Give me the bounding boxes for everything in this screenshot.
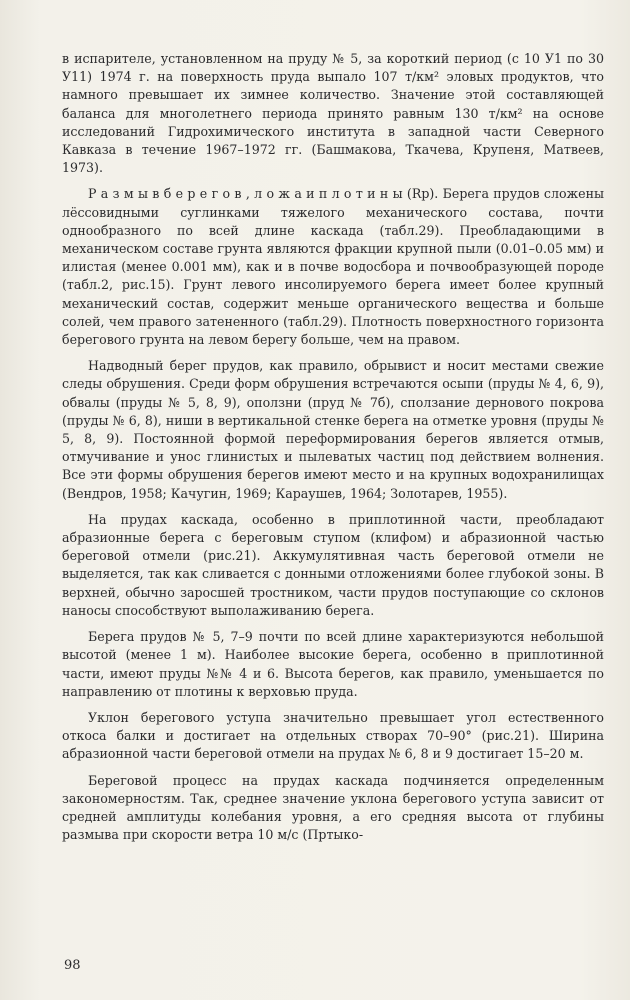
paragraph-ledge-slope: Уклон берегового уступа значительно превышает угол естественного откоса балки и достигает на отдельных створах 70–90° (рис.21). Ширина абразионной части береговой отмели на прудах № 6, 8 и 9 достигает 15–20 м. — [62, 709, 604, 762]
paragraph-bank-height: Берега прудов № 5, 7–9 почти по всей длине характеризуются небольшой высотой (менее 1 м). Наиболее высокие берега, особенно в приплотинной части, имеют пруды №№ 4 и 6. Высота берегов, как правило, уменьшается по направлению от плотины к верховью пруда. — [62, 629, 604, 699]
page-number: 98 — [64, 958, 81, 973]
body-text — [62, 50, 604, 852]
paragraph-collapse-forms: Надводный берег прудов, как правило, обрывист и носит местами свежие следы обрушения. Среди форм обрушения встречаются осыпи (пруды № 4, 6, 9), обвалы (пруды № 5, 8, 9), оползни (пруд № 7б), сползание дернового покрова (пруды № 6, 8), ниши в вертикальной стенке берега на отметке уровня (пруды № 5, 8, 9). Постоянной формой переформирования берегов является отмыв, отмучивание и унос глинистых и пылеватых частиц под действием волнения. Все эти формы обрушения берегов имеют место и на крупных водохранилищах (Вендров, 1958; Качугин, 1969; Караушев, 1964; Золотарев, 1955). — [62, 358, 604, 501]
paragraph-bank-erosion: Р а з м ы в б е р е г о в , л о ж а и п л о т и н ы (Rр). Берега прудов сложены лёссовидными суглинками тяжелого механического состава, почти однообразного по всей длине каскада (табл.29). Преобладающими в механическом составе грунта являются фракции крупной пыли (0.01–0.05 мм) и илистая (менее 0.001 мм), как и в почве водосбора и почвообразующей породе (табл.2, рис.15). Грунт левого инсолируемого берега имеет более крупный механический состав, содержит меньше органического вещества и больше солей, чем правого затененного (табл.29). Плотность поверхностного горизонта берегового грунта на левом берегу больше, чем на правом. — [62, 186, 604, 348]
paragraph-evaporator: в испарителе, установленном на пруду № 5, за короткий период (с 10 У1 по 30 У11) 1974 г. на поверхность пруда выпало 107 т/км² эловых продуктов, что намного превышает их зимнее количество. Значение этой составляющей баланса для многолетнего периода принято равным 130 т/км² на основе исследований Гидрохимического института в западной части Северного Кавказа в течение 1967–1972 гг. (Башмакова, Ткачева, Крупеня, Матвеев, 1973). — [62, 51, 604, 176]
paragraph-shore-process: Береговой процесс на прудах каскада подчиняется определенным закономерностям. Так, среднее значение уклона берегового уступа зависит от средней амплитуды колебания уровня, а его средняя высота от глубины размыва при скорости ветра 10 м/с (Пртыко- — [62, 772, 604, 843]
paragraph-abrasion-banks: На прудах каскада, особенно в приплотинной части, преобладают абразионные берега с береговым ступом (клифом) и абразионной частью береговой отмели (рис.21). Аккумулятивная часть береговой отмели не выделяется, так как сливается с донными отложениями более глубокой зоны. В верхней, обычно заросшей тростником, части прудов поступающие со склонов наносы способствуют выполаживанию берега. — [62, 511, 604, 618]
